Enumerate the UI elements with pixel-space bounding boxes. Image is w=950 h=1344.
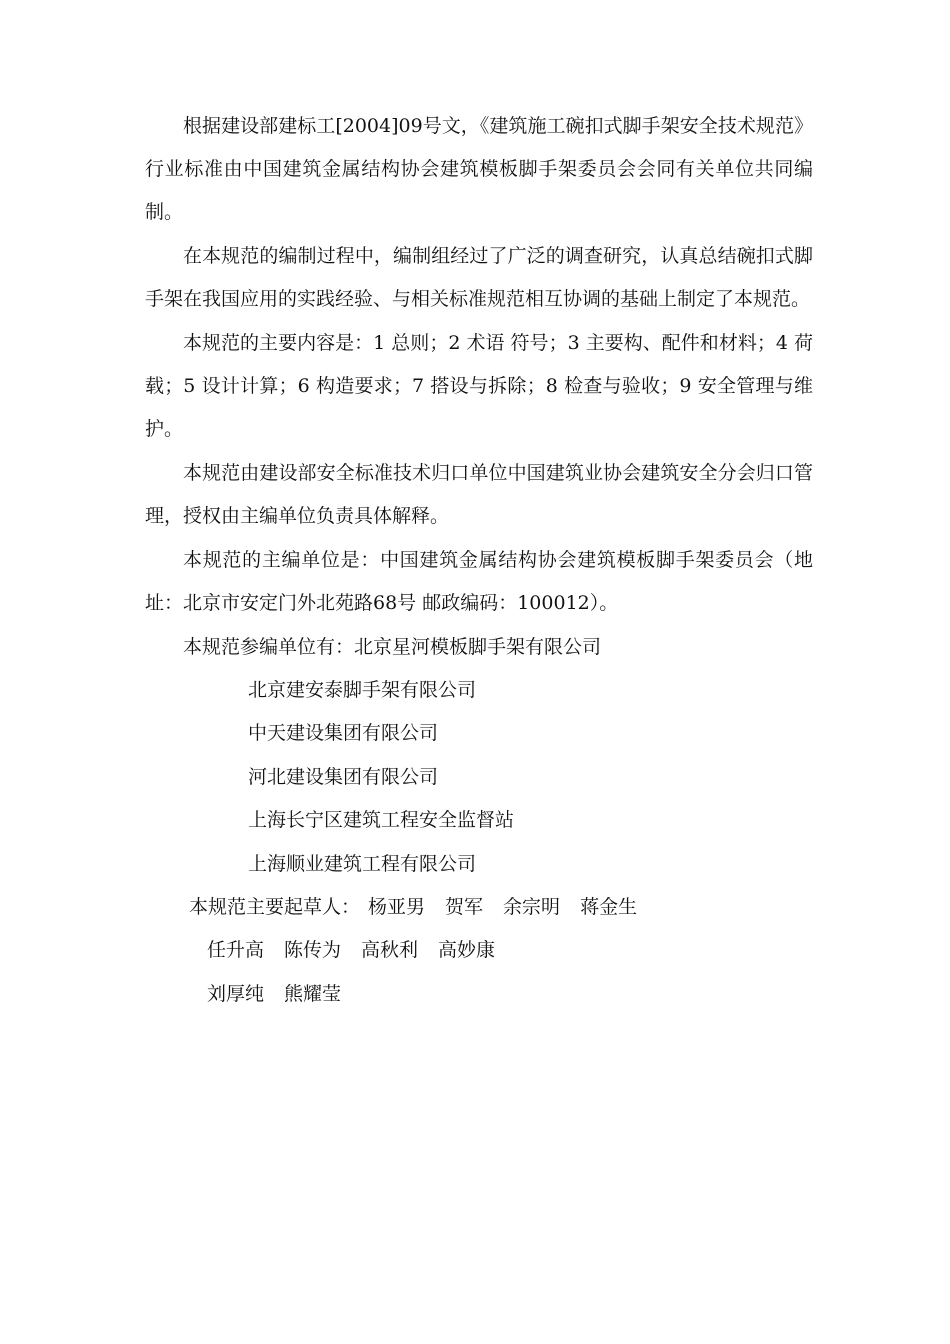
drafters-row — [207, 929, 495, 972]
drafters-intro: 本规范主要起草人： — [189, 896, 361, 918]
participants-intro: 本规范参编单位有：北京星河模板脚手架有限公司 — [183, 636, 602, 658]
participant-unit: 上海长宁区建筑工程安全监督站 — [248, 809, 515, 831]
participant-unit: 河北建设集团有限公司 — [248, 766, 439, 788]
paragraph-management: 本规范由建设部安全标准技术归口单位中国建筑业协会建筑安全分会归口管理，授权由主编单位负责具体解释。 — [145, 462, 813, 527]
paragraph-compilation-process: 在本规范的编制过程中，编制组经过了广泛的调查研究，认真总结碗扣式脚手架在我国应用的实践经验、与相关标准规范相互协调的基础上制定了本规范。 — [145, 245, 813, 310]
drafter-name: 杨亚男 — [368, 896, 426, 918]
drafter-name: 高妙康 — [438, 939, 496, 961]
drafter-name: 陈传为 — [284, 939, 342, 961]
participant-unit: 中天建设集团有限公司 — [248, 722, 439, 744]
paragraph-main-contents: 本规范的主要内容是：1 总则；2 术语 符号；3 主要构、配件和材料；4 荷载；5 设计计算；6 构造要求；7 搭设与拆除；8 检查与验收；9 安全管理与维护。 — [145, 332, 813, 440]
drafter-name: 贺军 — [445, 896, 484, 918]
drafter-name: 蒋金生 — [580, 896, 638, 918]
drafter-name: 任升高 — [207, 939, 265, 961]
drafter-name: 高秋利 — [361, 939, 419, 961]
paragraph-standard-origin: 根据建设部建标工[2004]09号文，《建筑施工碗扣式脚手架安全技术规范》行业标准由中国建筑金属结构协会建筑模板脚手架委员会会同有关单位共同编制。 — [145, 115, 813, 223]
drafter-name: 熊耀莹 — [284, 983, 342, 1005]
drafter-name: 余宗明 — [503, 896, 561, 918]
participant-unit: 上海顺业建筑工程有限公司 — [248, 853, 477, 875]
drafters-line — [189, 886, 637, 929]
paragraph-chief-editor: 本规范的主编单位是：中国建筑金属结构协会建筑模板脚手架委员会（地址：北京市安定门外北苑路68号 邮政编码：100012）。 — [145, 549, 813, 614]
drafter-name: 刘厚纯 — [207, 983, 265, 1005]
drafters-row — [207, 973, 341, 1016]
participant-unit: 北京建安泰脚手架有限公司 — [248, 679, 477, 701]
